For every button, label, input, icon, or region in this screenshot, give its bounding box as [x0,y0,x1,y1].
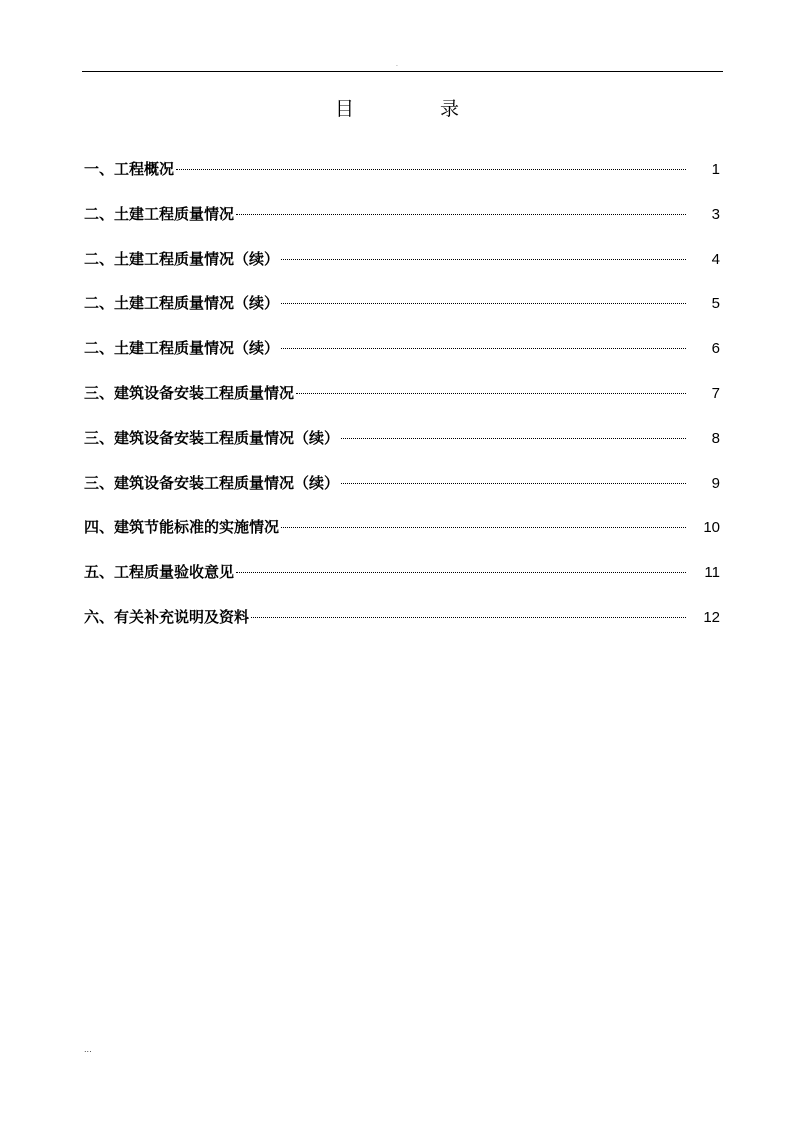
toc-page-number: 7 [711,384,720,402]
toc-entry[interactable] [84,606,720,651]
toc-entry[interactable] [84,292,720,337]
toc-dot-leader [296,393,686,394]
toc-dot-leader [281,259,686,260]
toc-entry[interactable] [84,427,720,472]
toc-entry-label: 六、有关补充说明及资料 [84,607,250,626]
toc-entry-label: 一、工程概况 [84,160,175,178]
toc-entry-label: 三、建筑设备安装工程质量情况（续） [84,473,340,492]
header-mark: . [396,61,398,68]
toc-page-number: 6 [711,340,720,358]
toc-entry-label: 五、工程质量验收意见 [84,563,235,582]
footer-mark: ... [84,1045,92,1054]
toc-entry-label: 二、土建工程质量情况 [84,204,235,223]
toc-entry[interactable] [84,158,720,203]
toc-entry-label: 二、土建工程质量情况（续） [84,294,280,313]
toc-dot-leader [251,617,686,618]
toc-entry-label: 二、土建工程质量情况（续） [84,249,280,268]
toc-page-number: 12 [703,608,720,626]
toc-page-number: 1 [711,161,720,178]
toc-page-number: 8 [711,429,720,447]
toc-page-number: 10 [703,519,720,537]
toc-dot-leader [281,348,686,349]
toc-page-number: 11 [704,564,720,582]
toc-dot-leader [236,572,686,573]
toc-entry[interactable] [84,516,720,561]
toc-entry-label: 三、建筑设备安装工程质量情况 [84,383,295,402]
toc-entry[interactable] [84,472,720,517]
toc-dot-leader [341,438,686,439]
toc-page-number: 9 [711,474,720,492]
toc-entry[interactable] [84,561,720,606]
toc-dot-leader [281,527,686,528]
toc-entry-label: 四、建筑节能标准的实施情况 [84,518,280,537]
toc-page-number: 3 [711,205,720,223]
toc-entry[interactable] [84,248,720,293]
toc-dot-leader [236,214,686,215]
toc-entry-label: 三、建筑设备安装工程质量情况（续） [84,428,340,447]
toc-entry[interactable] [84,382,720,427]
toc-entry[interactable] [84,337,720,382]
toc-dot-leader [281,303,686,304]
toc-page-number: 5 [711,295,720,313]
toc-page-number: 4 [711,250,720,268]
toc-entry-label: 二、土建工程质量情况（续） [84,339,280,358]
toc-dot-leader [341,483,686,484]
header-rule [82,71,723,72]
table-of-contents [84,158,720,651]
toc-dot-leader [176,169,686,170]
toc-entry[interactable] [84,203,720,248]
toc-title: 目 录 [334,97,500,120]
